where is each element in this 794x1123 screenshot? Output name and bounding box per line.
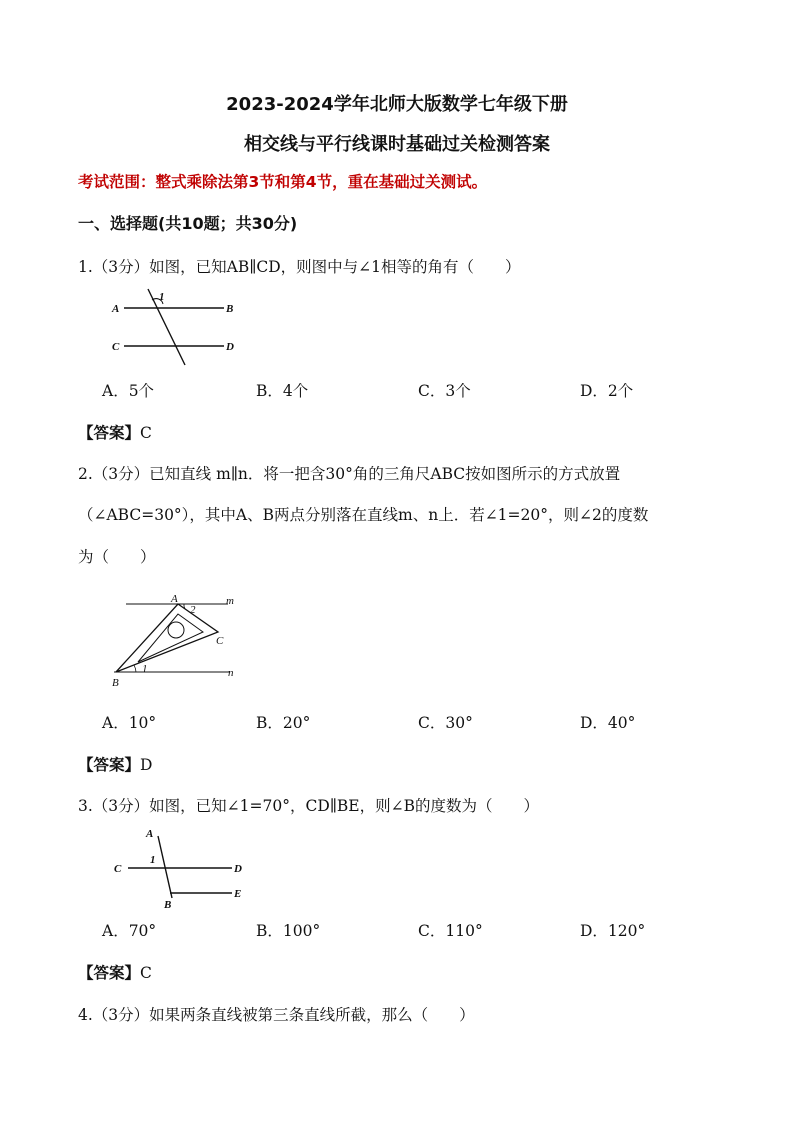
answer-bracket: 【答案】 xyxy=(78,424,141,442)
q1-label-angle-1: 1 xyxy=(159,291,165,303)
q2-label-angle-1: 1 xyxy=(142,663,148,675)
question-1-option-c: C．3个 xyxy=(418,382,471,400)
q1-label-b: B xyxy=(226,303,234,315)
q3-label-c: C xyxy=(114,863,122,875)
question-1-option-b: B．4个 xyxy=(256,382,309,400)
q2-label-a: A xyxy=(171,593,178,605)
q2-label-m: m xyxy=(226,595,234,607)
answer-value: C xyxy=(140,424,152,442)
q1-label-c: C xyxy=(112,341,120,353)
question-2-stem-line2: （∠ABC=30°），其中A、B两点分别落在直线m、n上．若∠1=20°，则∠2的度数 xyxy=(78,506,649,524)
question-1-stem: 1.（3分）如图，已知AB∥CD，则图中与∠1相等的角有（ ） xyxy=(78,258,521,276)
question-3-answer xyxy=(78,961,152,983)
q2-label-n: n xyxy=(228,667,234,679)
question-3-stem: 3.（3分）如图，已知∠1=70°，CD∥BE，则∠B的度数为（ ） xyxy=(78,797,539,815)
question-4-stem: 4.（3分）如果两条直线被第三条直线所截，那么（ ） xyxy=(78,1006,475,1024)
question-3-option-d: D．120° xyxy=(580,922,646,940)
question-2-figure xyxy=(108,592,248,692)
q1-label-a: A xyxy=(112,303,120,315)
q2-label-c: C xyxy=(216,635,224,647)
answer-bracket: 【答案】 xyxy=(78,964,141,982)
question-2-option-b: B．20° xyxy=(256,714,311,732)
q3-label-angle-1: 1 xyxy=(150,854,156,866)
question-1-option-d: D．2个 xyxy=(580,382,634,400)
question-1-figure xyxy=(108,285,248,370)
document-title-line1: 2023-2024学年北师大版数学七年级下册 xyxy=(226,94,568,115)
document-title-line2: 相交线与平行线课时基础过关检测答案 xyxy=(244,134,550,155)
question-2-stem-line3: 为（ ） xyxy=(78,548,156,566)
question-2-answer xyxy=(78,753,152,775)
question-2-stem-line1: 2.（3分）已知直线 m∥n．将一把含30°角的三角尺ABC按如图所示的方式放置 xyxy=(78,465,621,483)
q3-label-d: D xyxy=(234,863,242,875)
answer-value: D xyxy=(140,756,153,774)
answer-value: C xyxy=(140,964,152,982)
exam-scope: 考试范围：整式乘除法第3节和第4节，重在基础过关测试。 xyxy=(78,173,488,191)
q3-label-b: B xyxy=(164,899,172,911)
question-3-option-c: C．110° xyxy=(418,922,483,940)
answer-bracket: 【答案】 xyxy=(78,756,141,774)
question-1-answer xyxy=(78,421,152,443)
q1-label-d: D xyxy=(226,341,234,353)
question-2-option-a: A．10° xyxy=(102,714,157,732)
q3-label-e: E xyxy=(234,888,242,900)
q3-label-a: A xyxy=(146,828,154,840)
q2-label-angle-2: 2 xyxy=(190,604,196,616)
question-3-option-a: A．70° xyxy=(102,922,157,940)
question-2-option-c: C．30° xyxy=(418,714,473,732)
question-1-option-a: A．5个 xyxy=(102,382,155,400)
question-2-option-d: D．40° xyxy=(580,714,636,732)
question-3-option-b: B．100° xyxy=(256,922,321,940)
question-3-figure xyxy=(108,826,258,911)
section-heading: 一、选择题(共10题；共30分) xyxy=(78,214,298,233)
q2-label-b: B xyxy=(112,677,119,689)
